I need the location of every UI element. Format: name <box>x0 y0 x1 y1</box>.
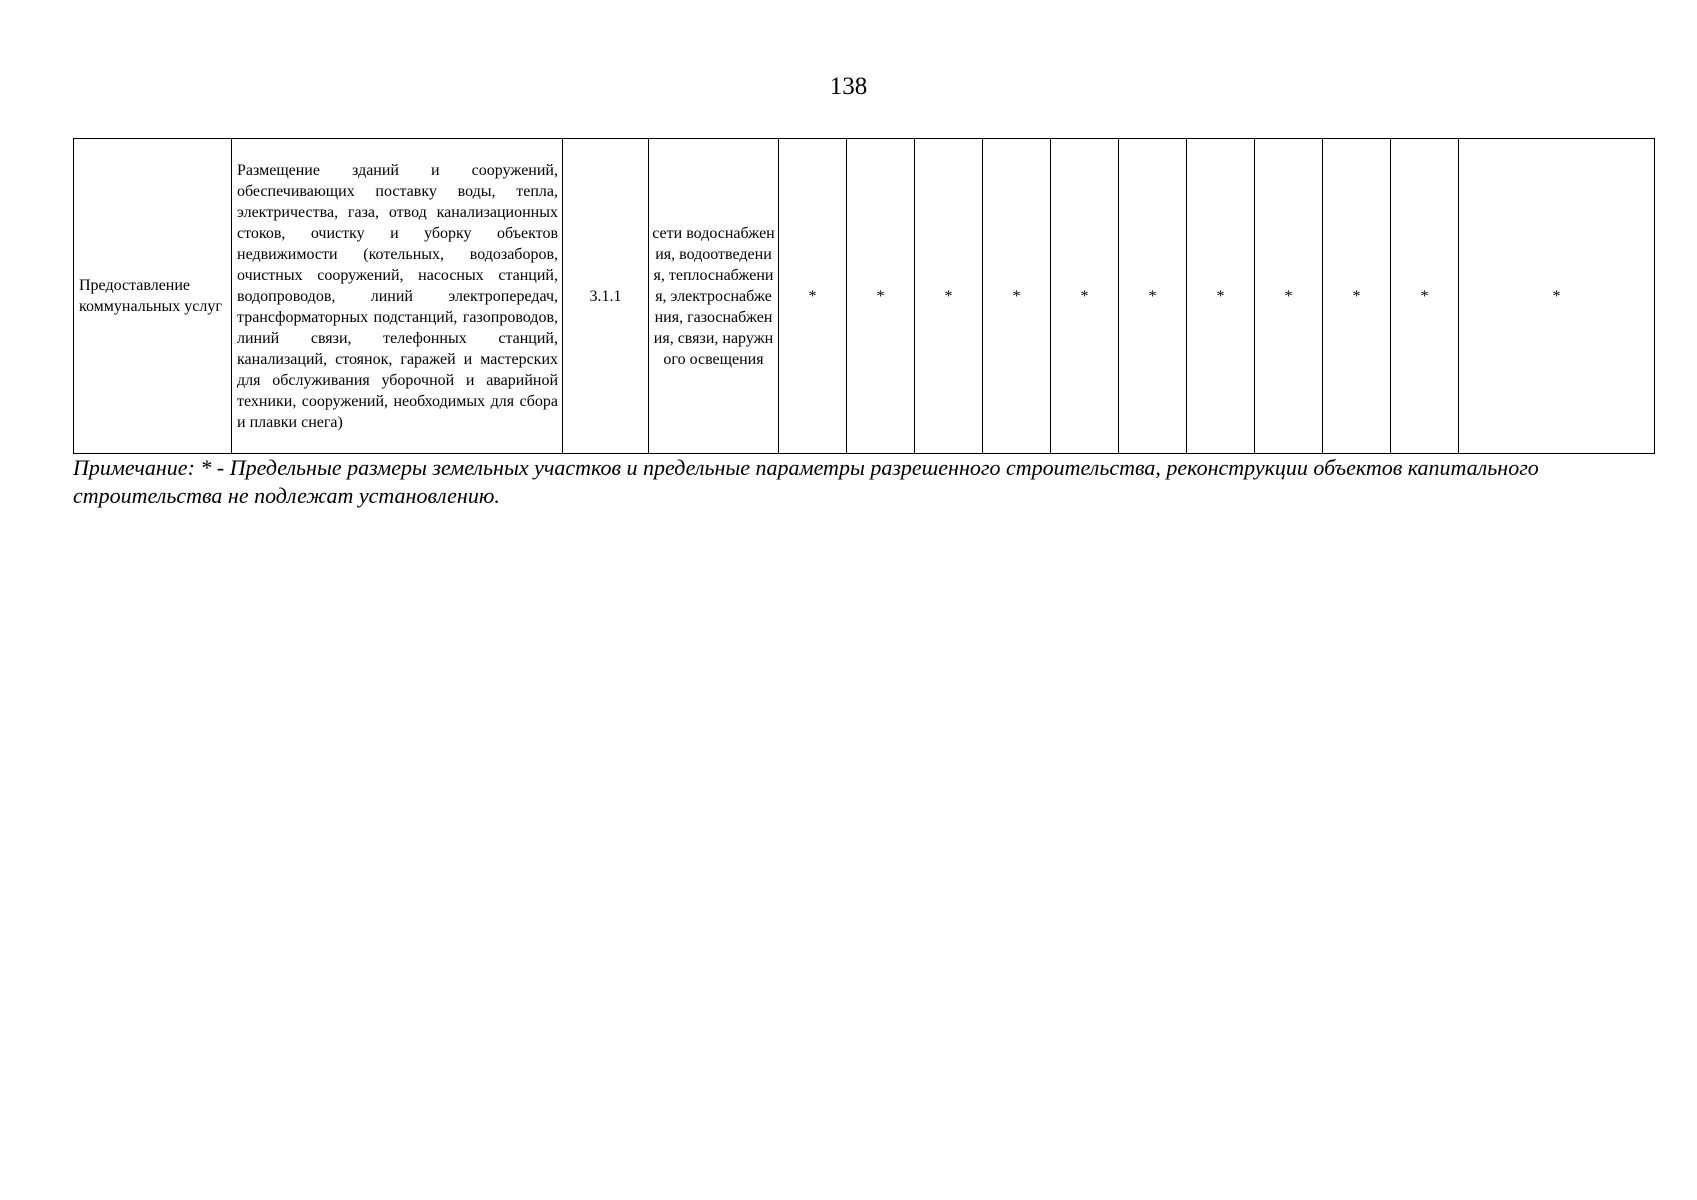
use-type-description: Размещение зданий и сооружений, обеспечивающих поставку воды, тепла, электричества, газа, отвод канализационных стоков, очистку и уборку объектов недвижимости (котельных, водозаборов, очистных сооружений, насосных станций, водопроводов, линий электропередач, трансформаторных подстанций, газопроводов, линий связи, телефонных станций, канализаций, стоянок, гаражей и мастерских для обслуживания уборочной и аварийной техники, сооружений, необходимых для сбора и плавки снега) <box>232 139 563 454</box>
table-note: Примечание: * - Предельные размеры земельных участков и предельные параметры разрешенного строительства, реконструкции объектов капитального строительства не подлежат установлению. <box>73 455 1539 508</box>
page-number: 138 <box>829 73 868 100</box>
parameter-mark: * <box>1459 139 1655 454</box>
use-type-code: 3.1.1 <box>563 139 649 454</box>
engineering-networks: сети водоснабжения, водоотведения, теплоснабжения, электроснабжения, газоснабжения, связи, наружного освещения <box>649 139 779 454</box>
parameter-mark: * <box>1187 139 1255 454</box>
use-type-name: Предоставление коммунальных услуг <box>74 139 232 454</box>
table-row <box>74 139 1655 454</box>
parameter-mark: * <box>779 139 847 454</box>
parameter-mark: * <box>1323 139 1391 454</box>
land-use-table <box>73 138 1655 454</box>
parameter-mark: * <box>1119 139 1187 454</box>
parameter-mark: * <box>847 139 915 454</box>
parameter-mark: * <box>1255 139 1323 454</box>
parameter-mark: * <box>915 139 983 454</box>
parameter-mark: * <box>983 139 1051 454</box>
parameter-mark: * <box>1391 139 1459 454</box>
parameter-mark: * <box>1051 139 1119 454</box>
